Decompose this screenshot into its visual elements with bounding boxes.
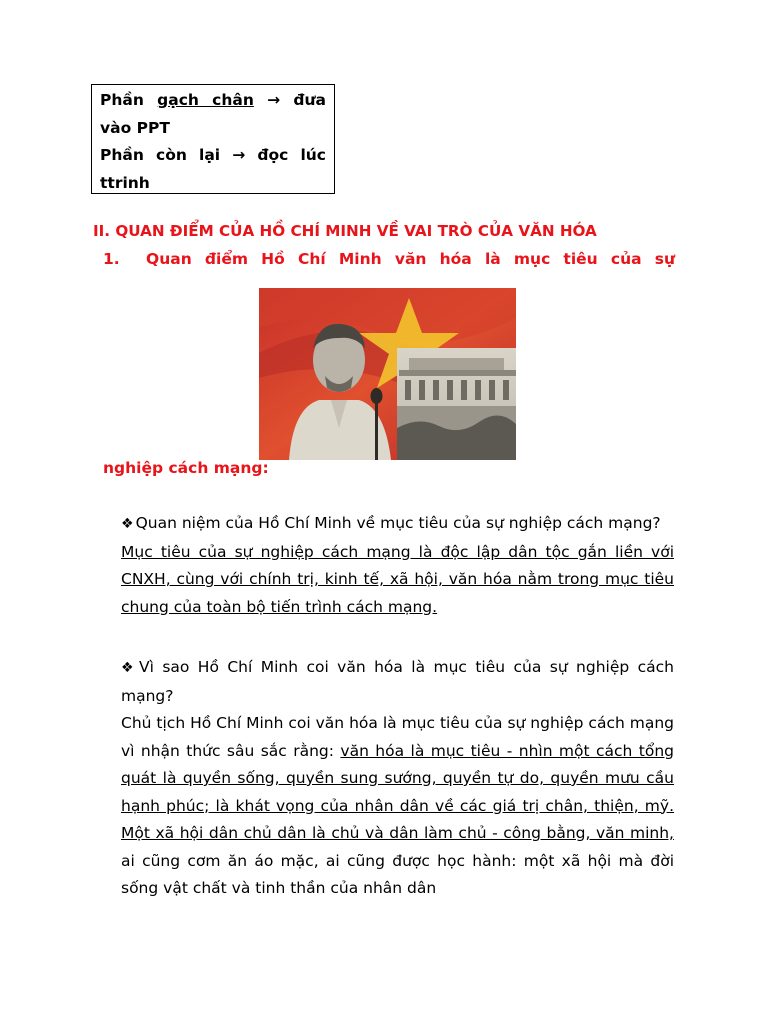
note-text: Phần: [100, 91, 158, 109]
question-block-1: [121, 510, 674, 621]
note-text: đọc lúc: [245, 146, 326, 164]
question-block-2: [121, 654, 674, 903]
answer-text: [121, 710, 674, 903]
note-text: Phần còn lại: [100, 146, 233, 164]
question-label: Vì sao Hồ Chí Minh coi văn hóa là mục tiêu của sự nghiệp cách mạng?: [121, 658, 674, 705]
answer-text: [121, 539, 674, 622]
note-line-1: [100, 87, 326, 115]
diamond-bullet-icon: ❖: [121, 516, 134, 532]
note-box: [91, 84, 335, 194]
answer-underlined: Mục tiêu của sự nghiệp cách mạng là độc lập dân tộc gắn liền với CNXH, cùng với chính trị, kinh tế, xã hội, văn hóa nằm trong mục tiêu chung của toàn bộ tiến trình cách mạng.: [121, 542, 674, 616]
section-heading: II. QUAN ĐIỂM CỦA HỒ CHÍ MINH VỀ VAI TRÒ CỦA VĂN HÓA: [93, 222, 597, 240]
ho-chi-minh-speech-photo: [259, 288, 516, 460]
subheading-line2: nghiệp cách mạng:: [103, 459, 269, 477]
note-text: đưa: [280, 91, 326, 109]
answer-underlined: văn hóa là mục tiêu - nhìn một cách tổng quát là quyền sống, quyền sung sướng, quyền tự do, quyền mưu cầu hạnh phúc; là khát vọng của nhân dân về các giá trị chân, thiện, mỹ. Một xã hội dân chủ dân là chủ và dân làm chủ - công bằng, văn minh,: [121, 741, 674, 842]
arrow-right-icon: →: [232, 146, 246, 164]
subheading-number: 1.: [103, 250, 120, 268]
question-text: [121, 510, 674, 539]
subheading: [103, 250, 675, 268]
note-underlined-text: gạch chân: [157, 91, 254, 109]
subheading-line1: Quan điểm Hồ Chí Minh văn hóa là mục tiêu của sự: [146, 250, 675, 268]
answer-plain: Chủ tịch Hồ Chí Minh coi văn hóa là mục tiêu của sự nghiệp cách mạng vì nhận thức sâu sắc rằng:: [121, 714, 674, 760]
answer-plain: ai cũng cơm ăn áo mặc, ai cũng được học hành: một xã hội mà đời sống vật chất và tinh thần của nhân dân: [121, 851, 674, 897]
note-line-2: vào PPT: [100, 118, 170, 137]
arrow-right-icon: →: [267, 91, 281, 109]
note-line-4: ttrinh: [100, 173, 150, 192]
note-line-3: [100, 142, 326, 170]
question-label: Quan niệm của Hồ Chí Minh về mục tiêu của sự nghiệp cách mạng?: [135, 514, 661, 532]
question-text: [121, 654, 674, 710]
diamond-bullet-icon: ❖: [121, 660, 138, 676]
